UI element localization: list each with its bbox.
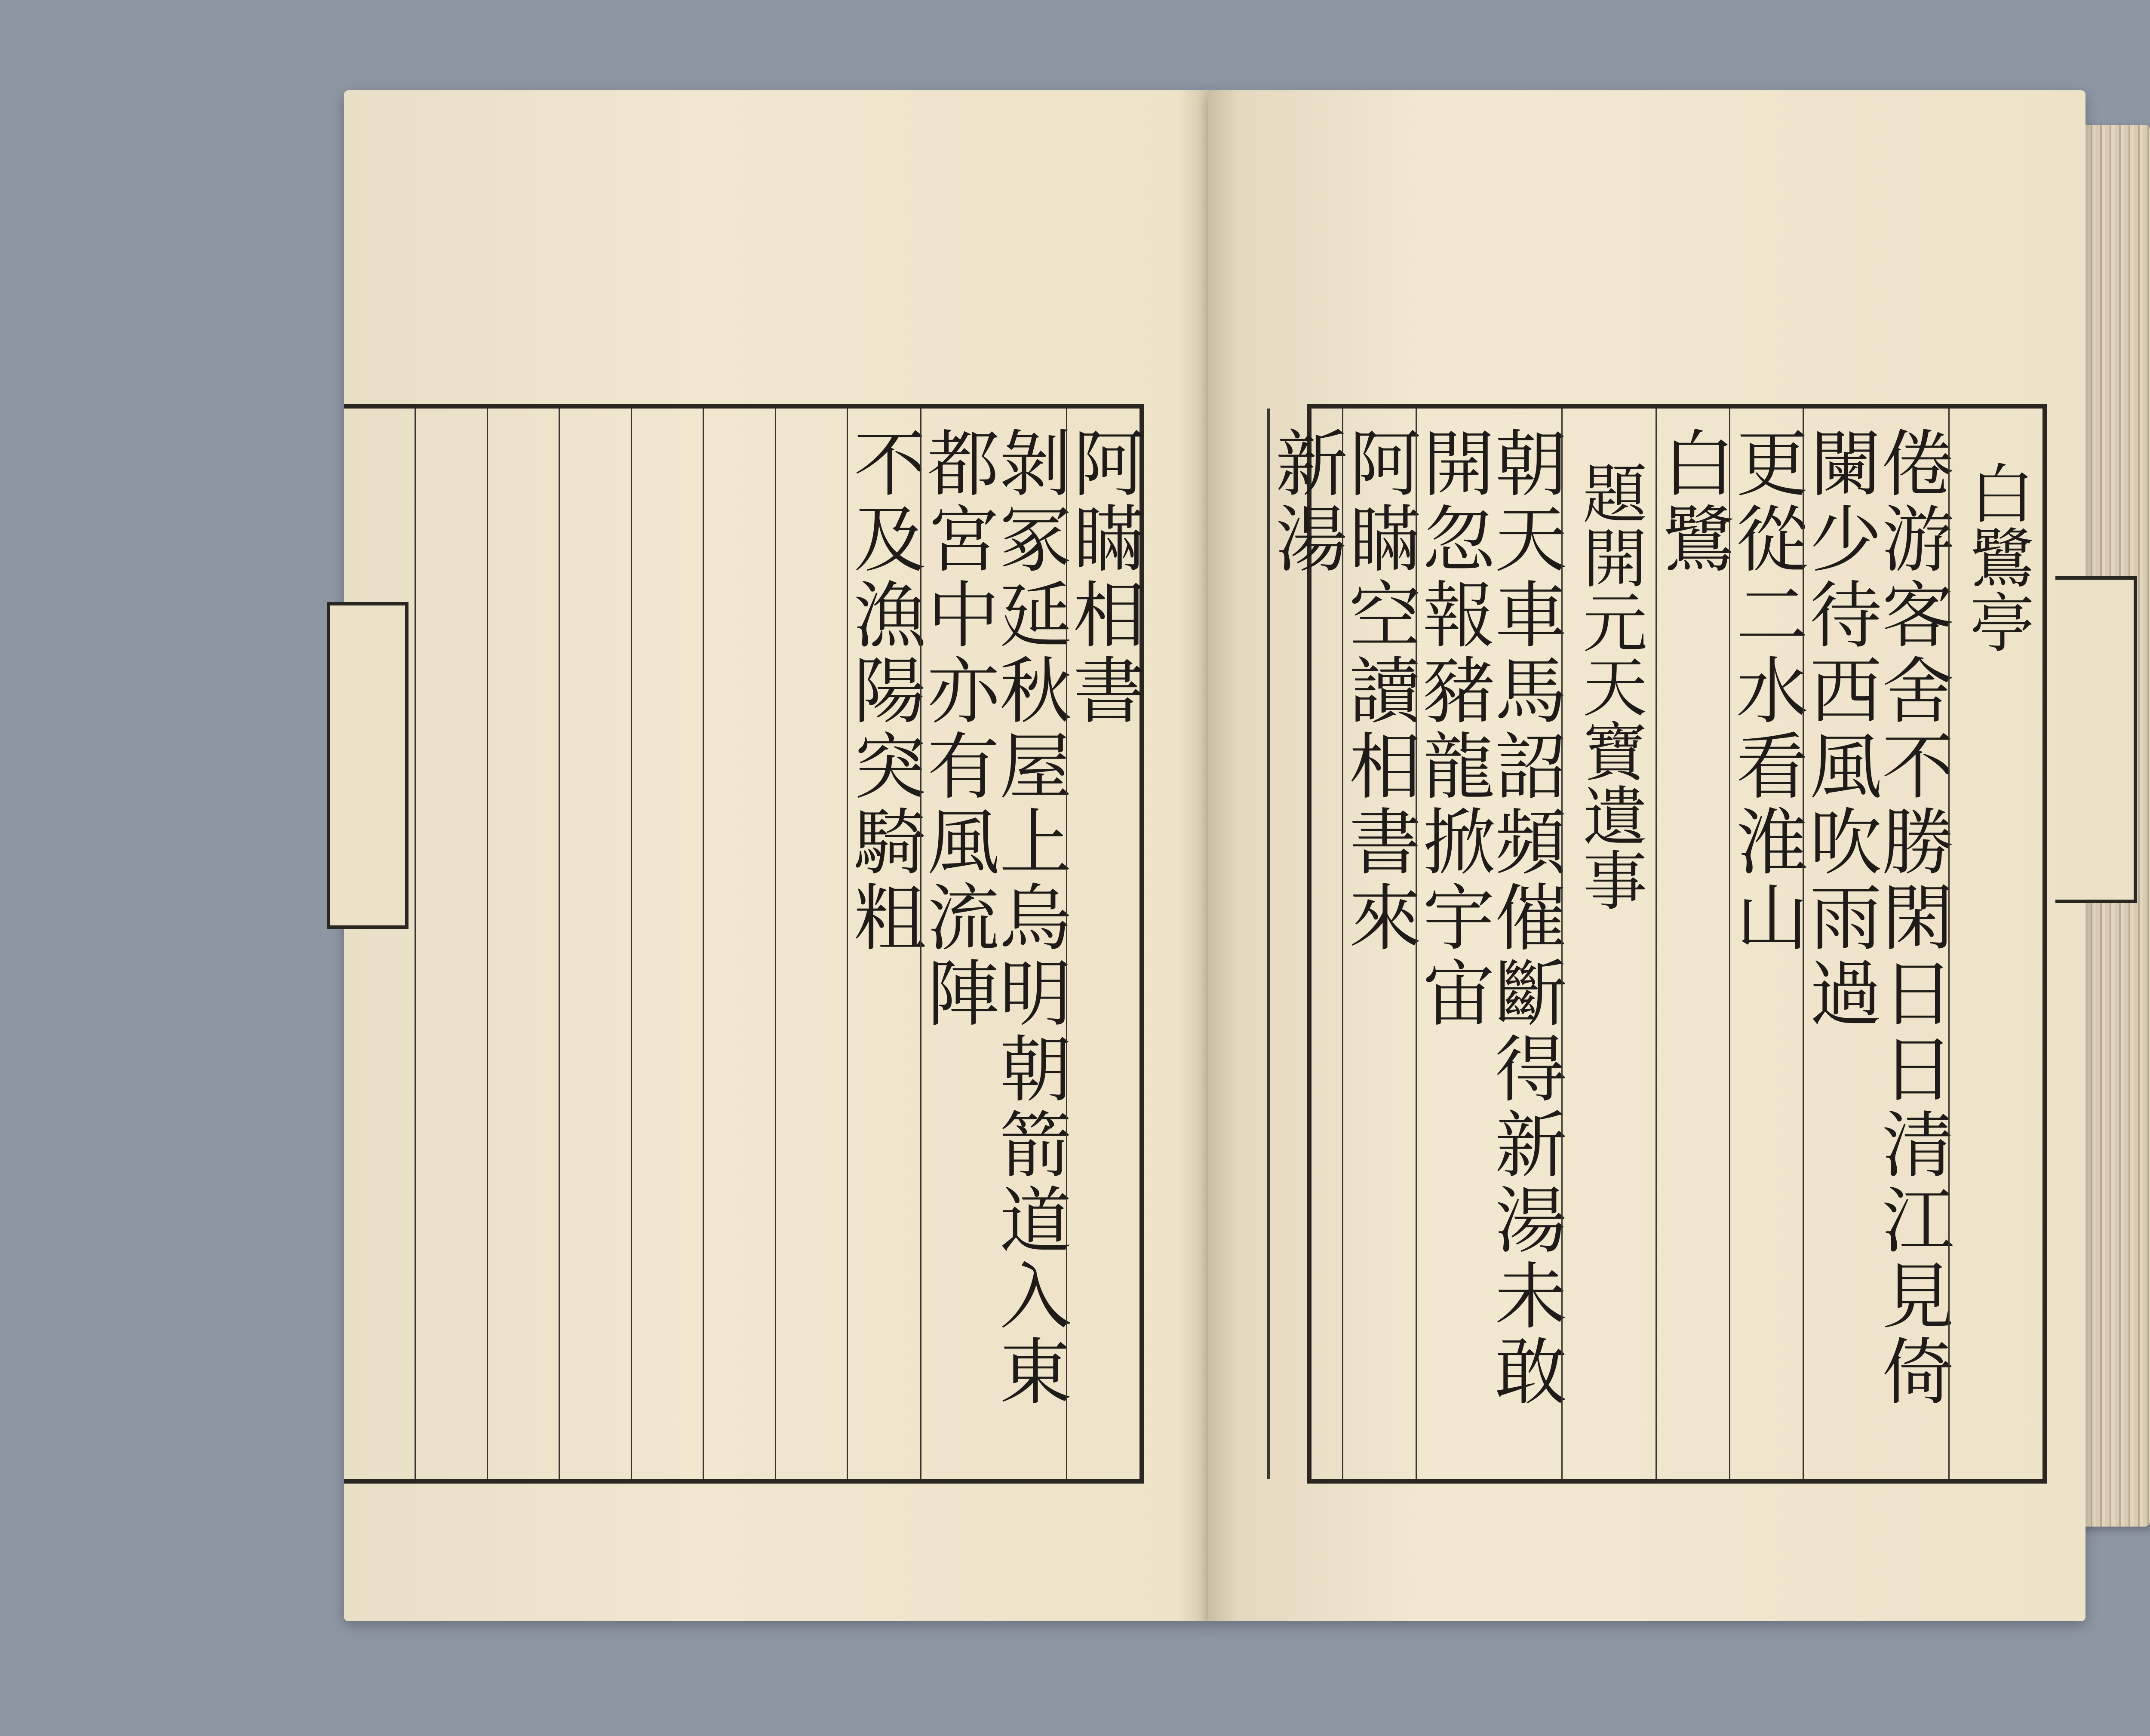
left-text-column [487, 409, 559, 1479]
right-text-frame [1264, 404, 2047, 1484]
right-text-column: 阿瞞空讀相書來 [1342, 409, 1416, 1479]
left-text-column: 阿瞞相書 [1066, 409, 1140, 1479]
right-text-column: 朝天車馬詔頻催斷得新湯未敢開忽報豬龍掀宇宙 [1416, 409, 1561, 1479]
left-page [344, 90, 1208, 1621]
left-text-column [344, 409, 415, 1479]
left-text-column [703, 409, 774, 1479]
right-text-column: 新湯 [1268, 409, 1342, 1479]
right-margin-ear [2055, 576, 2137, 903]
right-text-column: 題開元天寶遺事 [1561, 409, 1656, 1479]
left-text-column: 剝冢延秋屋上烏明朝箭道入東都宮中亦有風流陣 [920, 409, 1066, 1479]
right-text-column: 更從二水看淮山 [1729, 409, 1803, 1479]
right-page [1208, 90, 2086, 1621]
right-text-column: 倦游客舍不勝閑日日清江見倚闌少待西風吹雨過 [1803, 409, 1948, 1479]
right-text-column: 白鷺 [1656, 409, 1729, 1479]
right-columns [1264, 409, 2042, 1479]
left-margin-ear [327, 602, 408, 929]
left-text-column [415, 409, 486, 1479]
open-book [344, 90, 2141, 1621]
left-text-frame [344, 404, 1144, 1484]
left-text-column: 不及漁陽突騎粗 [847, 409, 920, 1479]
right-text-column: 白鷺亭 [1948, 409, 2042, 1479]
left-text-column [559, 409, 630, 1479]
left-text-column [631, 409, 703, 1479]
book-gutter [1178, 90, 1238, 1621]
left-text-column [775, 409, 847, 1479]
left-columns [344, 409, 1146, 1479]
